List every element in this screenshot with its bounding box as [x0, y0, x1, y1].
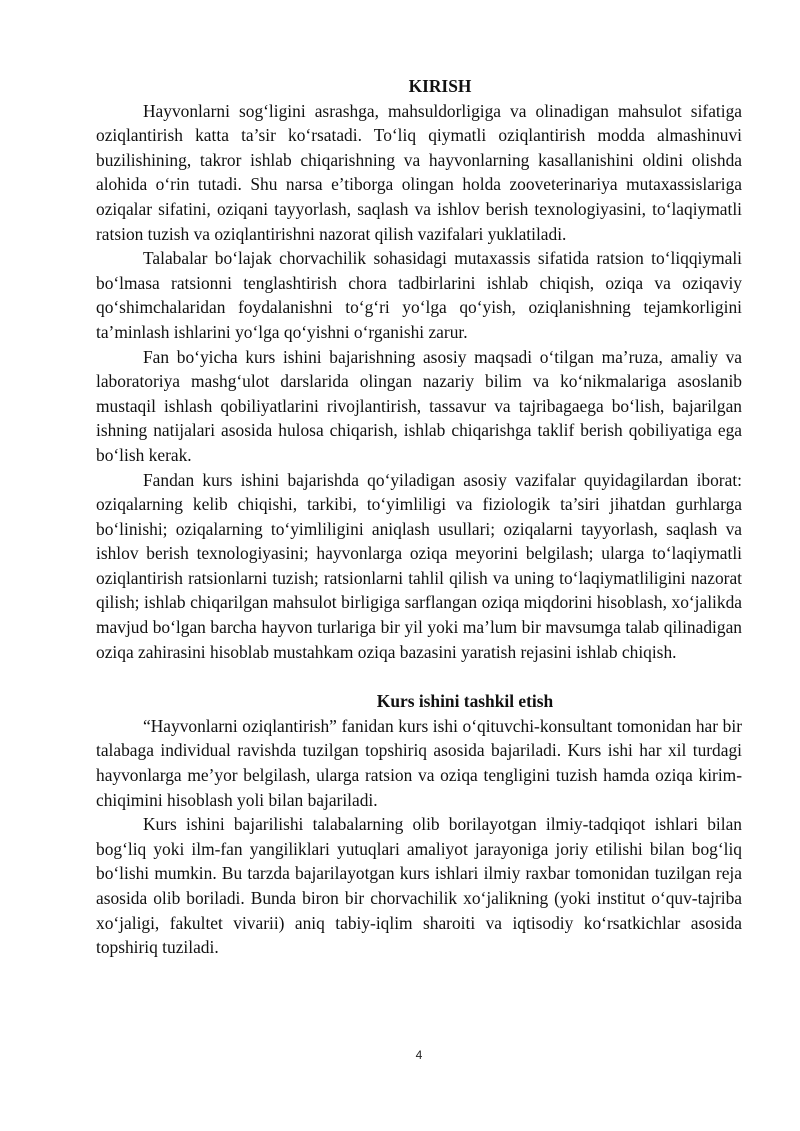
- document-page: [96, 74, 742, 960]
- page-number: 4: [415, 1048, 423, 1062]
- intro-paragraph-1: Hayvonlarni sog‘ligini asrashga, mahsuldorligiga va olinadigan mahsulot sifatiga oziqlantirish katta ta’sir ko‘rsatadi. To‘liq qiymatli oziqlantirish modda almashinuvi buzilishining, takror ishlab chiqarishning va hayvonlarning kasallanishini oldini olishda alohida o‘rin tutadi. Shu narsa e’tiborga olingan holda zooveterinariya mutaxassislariga oziqalar sifatini, oziqani tayyorlash, saqlash va ishlov berish texnologiyasini, to‘laqiymatli ratsion tuzish va oziqlantirishni nazorat qilish vazifalari yuklatiladi.: [96, 100, 742, 244]
- section-paragraph-1: “Hayvonlarni oziqlantirish” fanidan kurs ishi o‘qituvchi-konsultant tomonidan har bir talabaga individual ravishda tuzilgan topshiriq asosida bajariladi. Kurs ishi har xil turdagi hayvonlarga me’yor belgilash, ularga ratsion va oziqa tengligini tuzish hamda oziqa kirim-chiqimini hisoblash yoli bilan bajariladi.: [96, 715, 742, 810]
- intro-paragraph-2: Talabalar bo‘lajak chorvachilik sohasidagi mutaxassis sifatida ratsion to‘liqqiymali bo‘lmasa ratsionni tenglashtirish chora tadbirlarini ishlab chiqish, oziqa va oziqaviy qo‘shimchalaridan foydalanishni to‘g‘ri yo‘lga qo‘yish, oziqlanishning tejamkorligini ta’minlash ishlarini yo‘lga qo‘yishni o‘rganishi zarur.: [96, 248, 742, 342]
- intro-paragraph-4: Fandan kurs ishini bajarishda qo‘yiladigan asosiy vazifalar quyidagilardan iborat: oziqalarning kelib chiqishi, tarkibi, to‘yimliligi va fiziologik ta’siri jihatdan gurhlarga bo‘linishi; oziqalarning to‘yimliligini aniqlash usullari; oziqalarni tayyorlash, saqlash va ishlov berish texnologiyasini; hayvonlarga oziqa meyorini belgilash; ularga to‘laqiymatli oziqlantirish ratsionlarni tuzish; ratsionlarni tahlil qilish va uning to‘laqiymatliligini nazorat qilish; ishlab chiqarilgan mahsulot birligiga sarflangan oziqa miqdorini hisoblash, xo‘jalikda mavjud bo‘lgan barcha hayvon turlariga bir yil yoki ma’lum bir mavsumga talab qilinadigan oziqa zahirasini hisoblab mustahkam oziqa bazasini yaratish rejasini ishlab chiqish.: [96, 469, 742, 662]
- intro-paragraph-3: Fan bo‘yicha kurs ishini bajarishning asosiy maqsadi o‘tilgan ma’ruza, amaliy va laboratoriya mashg‘ulot darslarida olingan nazariy bilim va ko‘nikmalariga asoslanib mustaqil ishlash qobiliyatlarini rivojlantirish, tassavur va tajribagaega bo‘lish, bajarilgan ishning natijalari asosida hulosa chiqarish, ishlab chiqarishga taklif berish qobiliyatiga ega bo‘lish kerak.: [96, 346, 742, 465]
- section-title: Kurs ishini tashkil etish: [376, 691, 554, 712]
- page-title: KIRISH: [408, 76, 472, 96]
- section-paragraph-2: Kurs ishini bajarilishi talabalarning olib borilayotgan ilmiy-tadqiqot ishlari bilan bog‘liq yoki ilm-fan yangiliklari yutuqlari amaliyot jarayoniga joriy etilishi bilan bog‘liq bo‘lishi mumkin. Bu tarzda bajarilayotgan kurs ishlari ilmiy raxbar tomonidan tuzilgan reja asosida olib boriladi. Bunda biron bir chorvachilik xo‘jalikning (yoki institut o‘quv-tajriba xo‘jaligi, fakultet vivarii) aniq tabiy-iqlim sharoiti va iqtisodiy ko‘rsatkichlar asosida topshiriq tuziladi.: [96, 814, 742, 958]
